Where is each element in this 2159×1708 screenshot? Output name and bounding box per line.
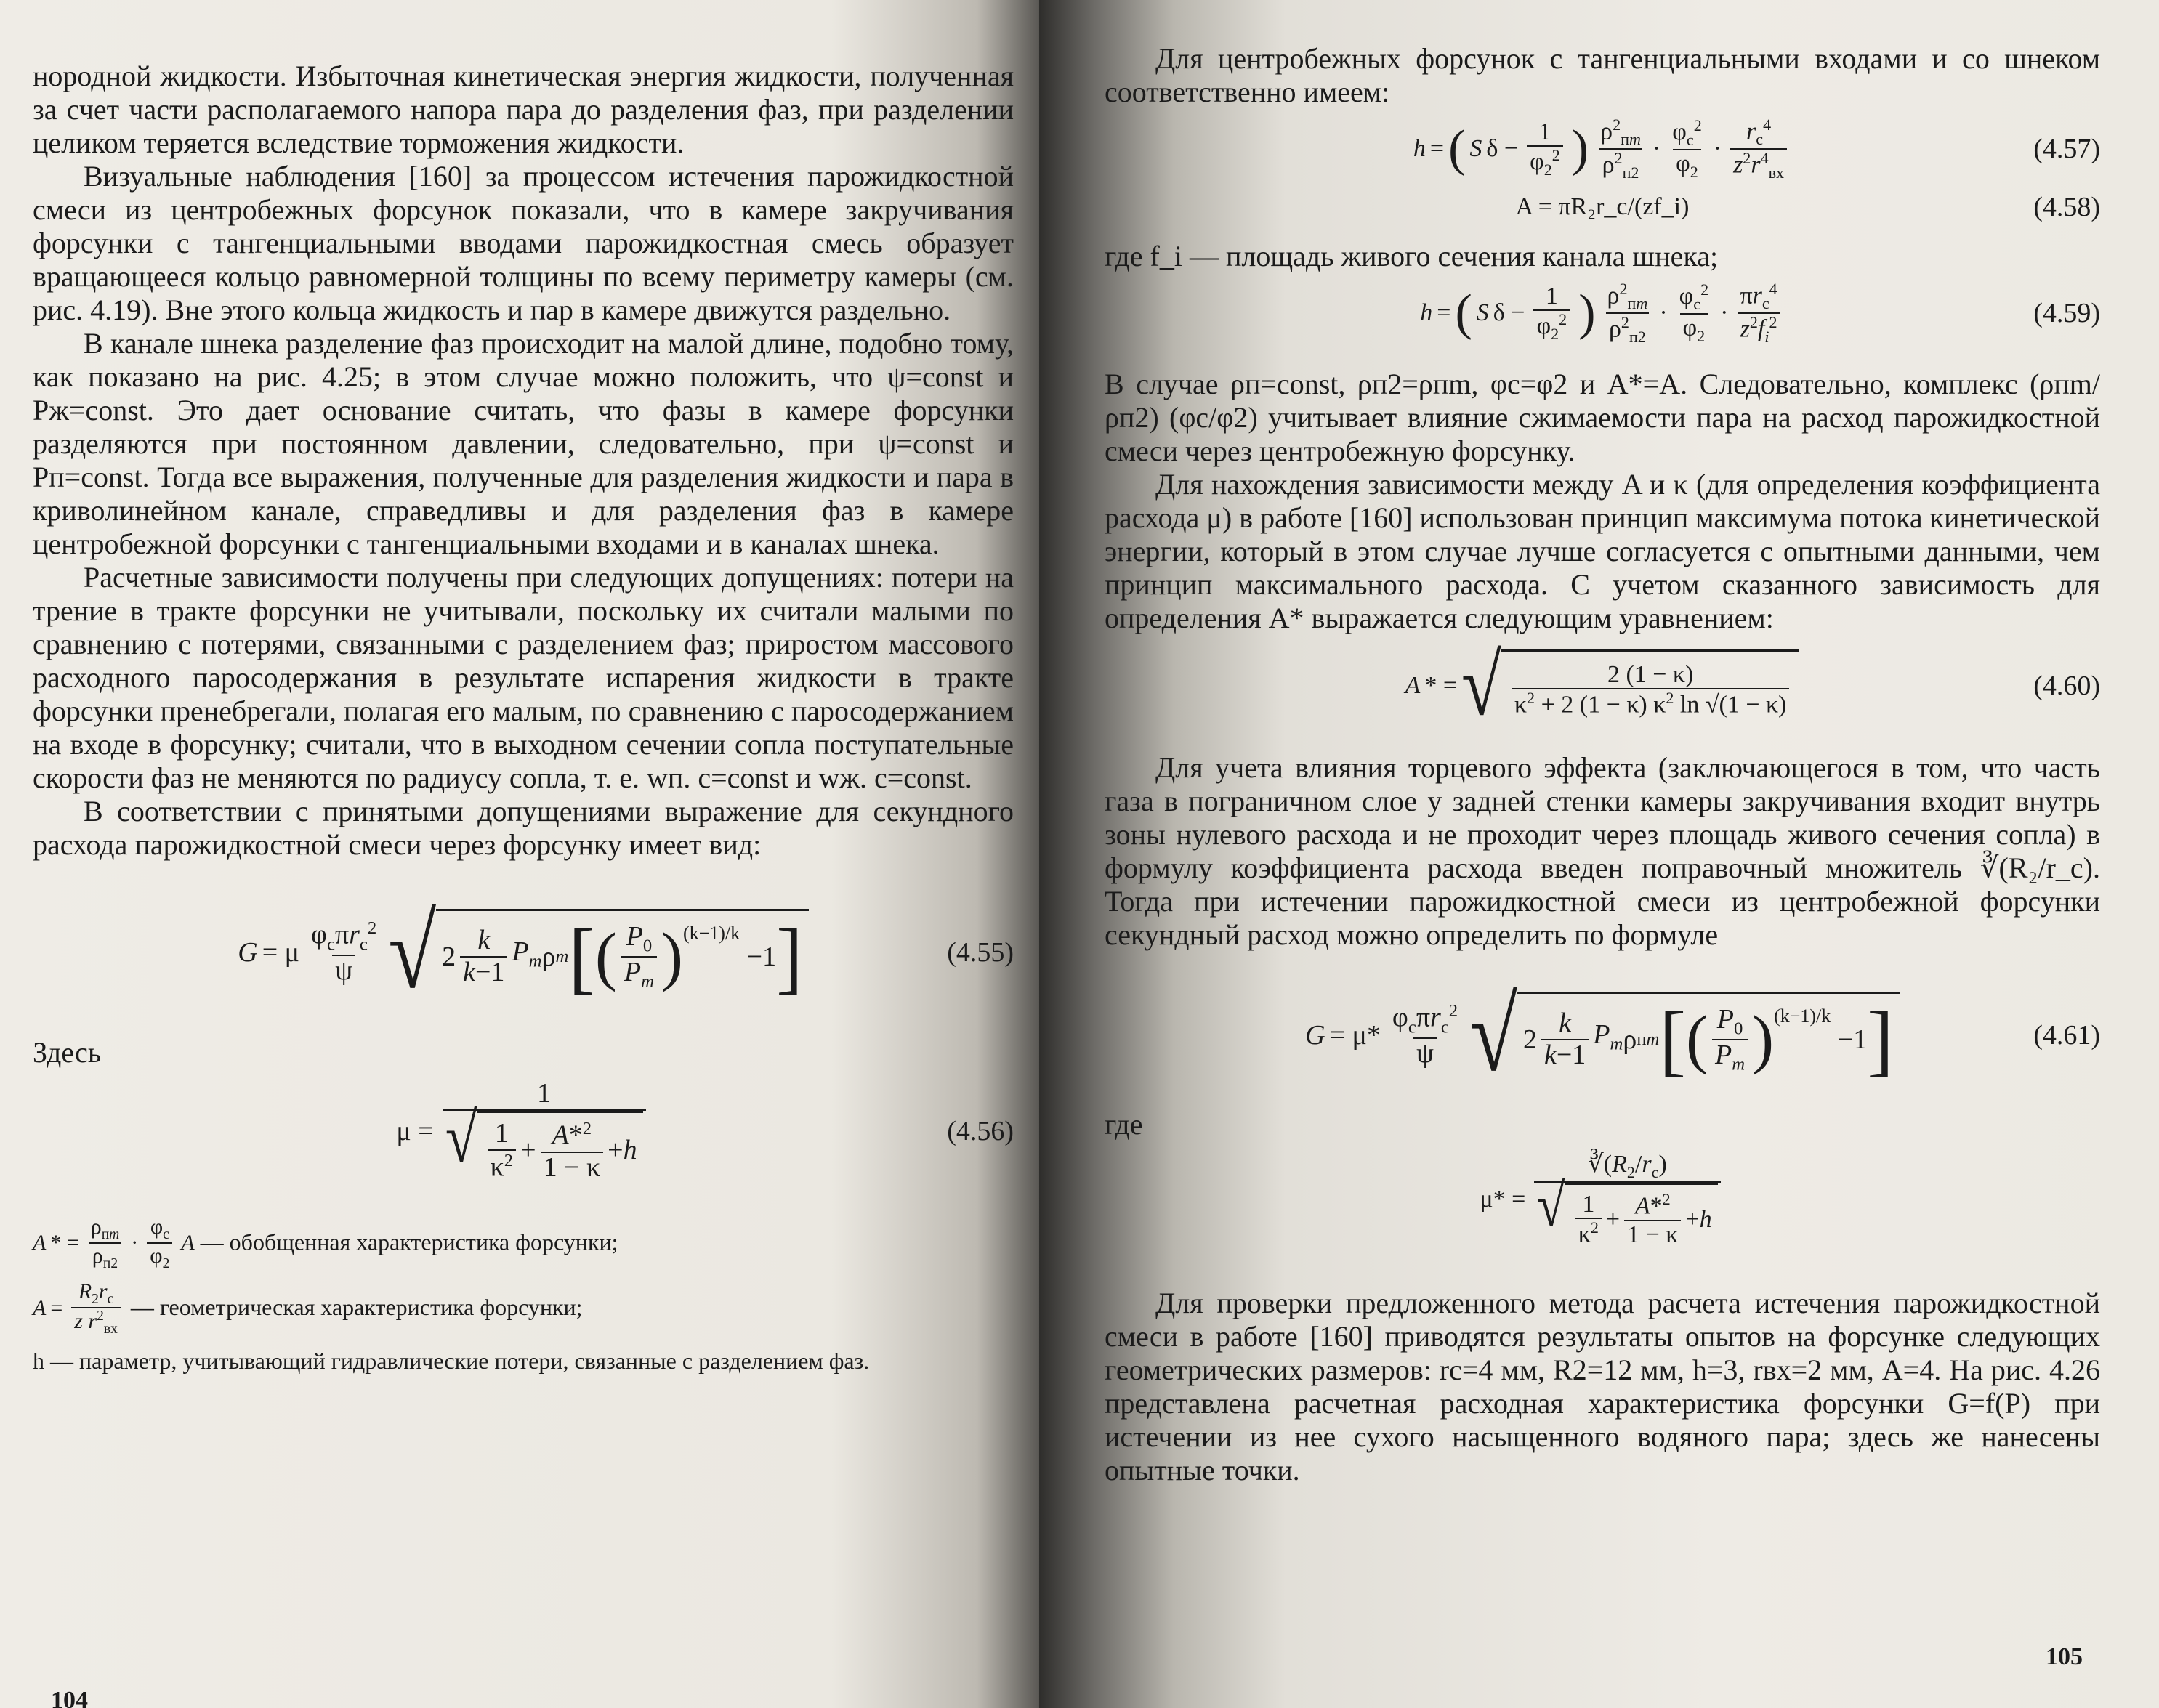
right-paragraph-4: Для нахождения зависимости между A и κ (для определения коэффициента расхода μ) в работе [160] использован принцип максимума потока кинетической энергии, который в этом случае лучше согласуется с опытными данными, чем принцип максимального расхода. С учетом сказанного зависимость для определения A* выражается следующим уравнением:	[1105, 468, 2100, 634]
right-paragraph-1: Для центробежных форсунок с тангенциальными входами и со шнеком соответственно имеем:	[1105, 42, 2100, 108]
definition-a-star-text: — обобщенная характеристика форсунки;	[200, 1229, 618, 1255]
equation-number-4-59: (4.59)	[2033, 298, 2100, 328]
definitions	[33, 1215, 1014, 1377]
definition-a: A = $\frac{R_2r_c}{z r^2_{вх}}$ — геометрическая характеристика форсунки;	[33, 1279, 583, 1337]
equation-number-4-61: (4.61)	[2033, 1020, 2100, 1051]
equation-4-58	[1105, 189, 2100, 225]
definition-h: h — параметр, учитывающий гидравлические потери, связанные с разделением фаз.	[33, 1347, 870, 1374]
equation-number-4-60: (4.60)	[2033, 671, 2100, 701]
equation-number-4-55: (4.55)	[947, 937, 1014, 968]
left-paragraph-3: В канале шнека разделение фаз происходит на малой длине, подобно тому, как показано на рис. 4.25; в этом случае можно положить, что ψ=const и Pж=const. Это дает основание считать, что фазы в камере форсунки разделяются при постоянном давлении, следовательно, при ψ=const и Pп=const. Тогда все выражения, полученные для разделения жидкости и пара в криволинейном канале, справедливы и для разделения фаз в камере центробежной форсунки с тангенциальными входами и в каналах шнека.	[33, 327, 1014, 560]
equation-4-55: G = μ $\frac{\varphi_c\pi r_c^2}{\psi}$ √ 2 $\frac{k}{k-1}$ $P_m$ ρ m [ ( $\frac{P_0}{P_m}$ ) $^{(k-1)/k}$ −1 ] (4.55)	[238, 894, 1014, 1010]
definition-a-text: — геометрическая характеристика форсунки;	[130, 1293, 583, 1320]
left-page	[0, 0, 1039, 1708]
here-label: Здесь	[33, 1036, 102, 1069]
right-paragraph-5: Для учета влияния торцевого эффекта (заключающегося в том, что часть газа в пограничном слое у задней стенки камеры закручивания входит внутрь зоны нулевого расхода и не проходит через площадь живого сечения сопла) в формулу коэффициента расхода введен поправочный множитель ∛(R₂/r_c). Тогда при истечении парожидкостной смеси из центробежной форсунки секундный расход можно определить по формуле	[1105, 751, 2100, 951]
equation-mu-star: μ* = $∛(R_2/r_c)$ √ $\frac{1}{\kappa^2}$ + $\frac{A*^2}{1 - \kappa}$ + h	[1105, 1141, 2100, 1258]
left-paragraph-1: нородной жидкости. Избыточная кинетическая энергия жидкости, полученная за счет части располагаемого напора пара до разделения фаз, при разделении целиком теряется вследствие торможения жидкости.	[33, 60, 1014, 159]
right-page-number: 105	[2046, 1643, 2083, 1670]
equation-number-4-56: (4.56)	[947, 1116, 1014, 1146]
left-page-body	[33, 60, 1014, 1377]
right-paragraph-2: где f_i — площадь живого сечения канала шнека;	[1105, 240, 1719, 272]
equation-4-61: G = μ* $\frac{\varphi_c\pi r_c^2}{\psi}$ √ 2 $\frac{k}{k-1}$ $P_m$ ρ пm [ ( $\frac{P_0}{P_m}$ ) $^{(k-1)/k}$ −1 ] (4.61)	[1305, 976, 2100, 1093]
equation-number-4-58: (4.58)	[2033, 192, 2100, 222]
right-paragraph-3: В случае ρп=const, ρп2=ρпm, φc=φ2 и A*=A. Следовательно, комплекс (ρпm/ρп2) (φc/φ2) учитывает влияние сжимаемости пара на расход парожидкостной смеси через центробежную форсунку.	[1105, 368, 2100, 467]
left-paragraph-2: Визуальные наблюдения [160] за процессом истечения парожидкостной смеси из центробежных форсунок показали, что в камере закручивания форсунки с тангенциальными вводами парожидкостная смесь образует вращающееся кольцо равномерной толщины по всему периметру камеры (см. рис. 4.19). Вне этого кольца жидкость и пар в камере движутся раздельно.	[33, 160, 1014, 326]
equation-4-59: h = ( S δ − $\frac{1}{\varphi_2^2}$ ) $\frac{\rho^2_{пm}}{\rho^2_{п2}}$ · $\frac{\varphi_c^2}{\varphi_2}$ · $\frac{\pi r_c^4}{z^2f_i^2}$ (4.59)	[1420, 279, 2100, 347]
definition-a-star: A * = $\frac{\rho_{пm}}{\rho_{п2}}$ · $\frac{\varphi_c}{\varphi_2}$ A — обобщенная характеристика форсунки;	[33, 1215, 618, 1272]
left-paragraph-5: В соответствии с принятыми допущениями выражение для секундного расхода парожидкостной смеси через форсунку имеет вид:	[33, 795, 1014, 861]
equation-4-58-body: A = πR₂r_c/(zf_i)	[1515, 193, 1690, 220]
left-page-number: 104	[51, 1687, 88, 1708]
equation-4-56: μ = 1 √ $\frac{1}{\kappa^2}$ + $\frac{A*^2}{1 - \kappa}$ + h (4.56)	[396, 1078, 1014, 1183]
where-label: где	[1105, 1108, 1143, 1141]
equation-4-60: A * = √ $\frac{2 (1 - \kappa)}{\kappa^2 + 2 (1 - \kappa) \kappa^2 \ln √(1 - \kappa)}$ (4.60)	[1405, 636, 2100, 734]
left-paragraph-4: Расчетные зависимости получены при следующих допущениях: потери на трение в тракте форсунки не учитывали, поскольку их считали малыми по сравнению с потерями, связанными с разделением фаз; приростом массового расходного паросодержания в результате испарения жидкости в тракте форсунки пренебрегали, полагая его малым, по сравнению с паросодержанием на входе в форсунку; считали, что в выходном сечении сопла поступательные скорости фаз не меняются по радиусу сопла, т. е. wп. с=const и wж. с=const.	[33, 561, 1014, 794]
right-page-body	[1105, 42, 2100, 1487]
right-paragraph-6: Для проверки предложенного метода расчета истечения парожидкостной смеси в работе [160] приводятся результаты опытов на форсунке следующих геометрических размеров: rc=4 мм, R2=12 мм, h=3, rвх=2 мм, A=4. На рис. 4.26 представлена расчетная расходная характеристика форсунки G=f(P) при истечении из нее сухого насыщенного водяного пара; здесь же нанесены опытные точки.	[1105, 1287, 2100, 1486]
equation-4-57: h = ( S δ − $\frac{1}{\varphi_2^2}$ ) $\frac{\rho^2_{пm}}{\rho^2_{п2}}$ · $\frac{\varphi_c^2}{\varphi_2}$ · $\frac{r_c^4}{z^2r^4_{вх}}$ (4.57)	[1413, 115, 2100, 182]
equation-number-4-57: (4.57)	[2033, 134, 2100, 164]
right-page	[1039, 0, 2159, 1708]
